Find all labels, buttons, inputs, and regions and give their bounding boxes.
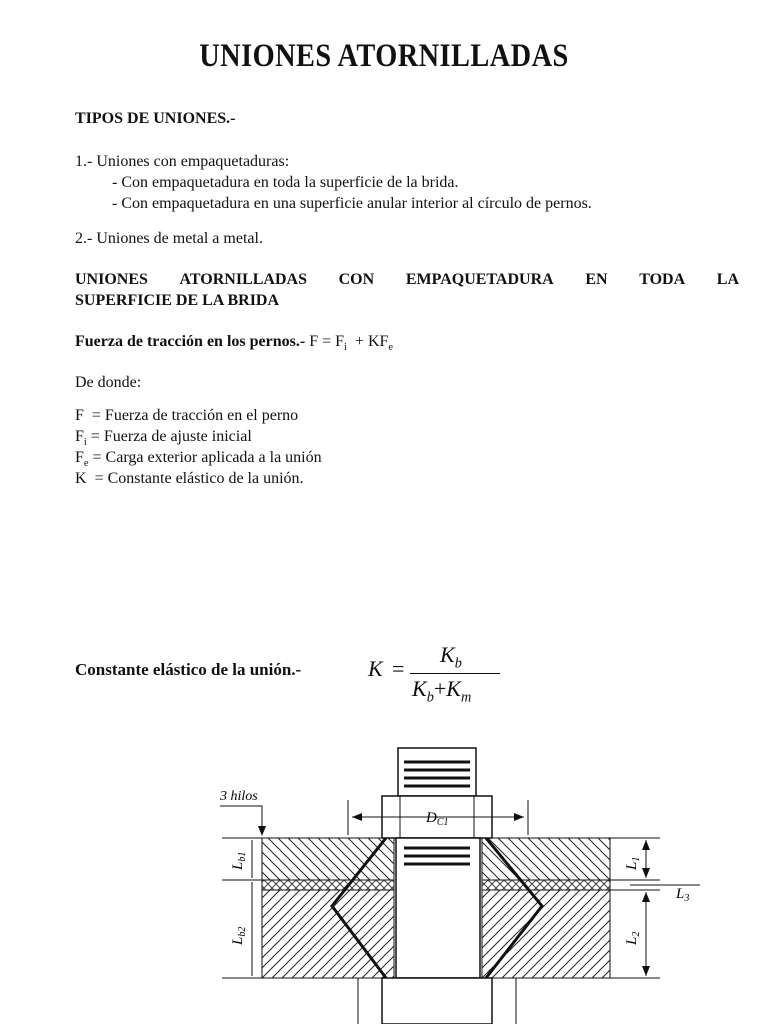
definition-row: K = Constante elástico de la unión.: [75, 470, 304, 487]
de-donde: De donde:: [75, 374, 142, 391]
definition-row: F = Fuerza de tracción en el perno: [75, 407, 299, 424]
heading-word: LA: [716, 271, 739, 288]
bottom-flange-right: [482, 890, 610, 978]
heading-word: ATORNILLADAS: [179, 271, 307, 288]
bolt-shank: [396, 838, 480, 978]
gasket-right: [482, 880, 610, 890]
fuerza-label: Fuerza de tracción en los pernos.-: [75, 333, 306, 350]
bottom-flange-left: [262, 890, 394, 978]
l1-label: $L_1$: [624, 856, 642, 870]
bolt-thread-top: [398, 748, 476, 796]
k-formula-denominator: $K_b+K_m$: [412, 676, 472, 706]
heading-word: CON: [338, 271, 375, 288]
definition-row: $F_e$ = Carga exterior aplicada a la unión: [75, 449, 322, 470]
heading-word: TODA: [639, 271, 686, 288]
bolt-head: [382, 978, 492, 1024]
section-heading-line-2: SUPERFICIE DE LA BRIDA: [75, 292, 280, 309]
l3-label: $L_3$: [676, 886, 690, 904]
dc1-label: $D_{C1}$: [426, 810, 449, 828]
definition-row: $F_i$ = Fuerza de ajuste inicial: [75, 428, 252, 449]
constante-label: Constante elástico de la unión.-: [75, 660, 302, 679]
lb2-label: $L_{b2}$: [230, 926, 248, 945]
heading-word: UNIONES: [75, 271, 148, 288]
tipos-heading: TIPOS DE UNIONES.-: [75, 110, 236, 127]
top-flange-left: [262, 838, 394, 880]
item-1: 1.- Uniones con empaquetaduras:: [75, 153, 290, 170]
fuerza-formula: $F = F_i + KF_e$: [309, 333, 394, 354]
document-page: UNIONES ATORNILLADAS TIPOS DE UNIONES.- 1.- Uniones con empaquetaduras: - Con empaquetadura en toda la superficie de la brida. - Con empaquetadura en una superficie anular interior al círculo de pernos. 2.- Uniones de metal a metal. UNIONES ATORNILLADAS CON EMPAQUETADURA EN TODA LA SUPERFICIE DE LA BRIDA Fuerza de tracción en los pernos.- $F = F_i + KF_e$ De donde: F = Fuerza de tracción en el perno $F_i$ = Fuerza de ajuste inicial $F_e$ = Carga exterior aplicada a la unión K = Constante elástico de la unión. Constante elástico de la unión.- K = $K_b$ $K_b+K_m$ $D_{C1}$ 3 hilos $L_{b1}$ $L_{b2}$ $L_1$ $L_2$ $L_3$: [0, 0, 768, 1024]
heading-word: EMPAQUETADURA: [405, 271, 554, 288]
lb1-label: $L_{b1}$: [230, 851, 248, 870]
top-flange-right: [482, 838, 610, 880]
l2-label: $L_2$: [624, 931, 642, 945]
item-1-sub-2: - Con empaquetadura en una superficie anular interior al círculo de pernos.: [112, 195, 592, 212]
page-title: UNIONES ATORNILLADAS: [199, 38, 569, 74]
item-2: 2.- Uniones de metal a metal.: [75, 230, 263, 247]
hilos-label: 3 hilos: [220, 789, 258, 804]
item-1-sub-1: - Con empaquetadura en toda la superficie de la brida.: [112, 174, 459, 191]
k-formula-numerator: $K_b$: [440, 642, 462, 672]
heading-word: EN: [585, 271, 608, 288]
gasket-left: [262, 880, 394, 890]
